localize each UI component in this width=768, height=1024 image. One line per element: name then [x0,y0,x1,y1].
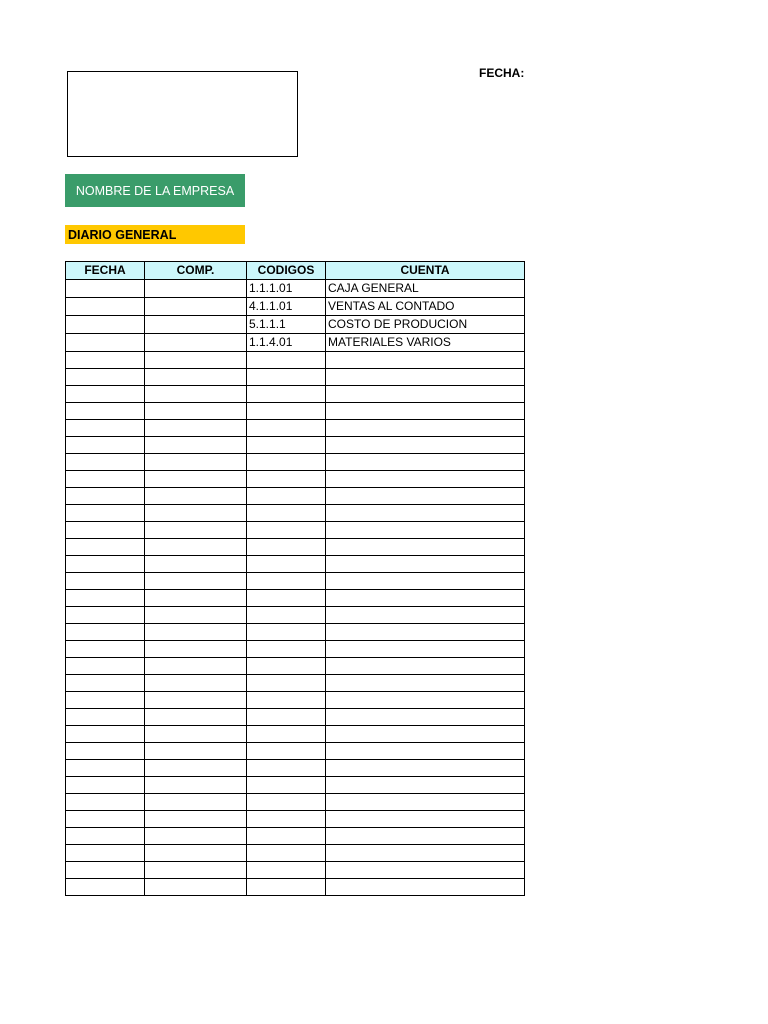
table-row [66,675,525,692]
codigo-cell[interactable] [247,437,326,454]
codigo-cell[interactable] [247,709,326,726]
table-row [66,709,525,726]
comp-cell[interactable] [145,369,247,386]
fecha-cell[interactable] [66,539,145,556]
company-name-banner: NOMBRE DE LA EMPRESA [65,174,245,207]
column-header-fecha: FECHA [66,262,145,280]
fecha-cell[interactable] [66,298,145,316]
codigo-cell[interactable] [247,386,326,403]
cuenta-cell[interactable] [326,403,525,420]
comp-cell[interactable] [145,675,247,692]
fecha-cell[interactable] [66,726,145,743]
date-label: FECHA: [479,66,525,80]
table-row [66,539,525,556]
cuenta-cell[interactable]: VENTAS AL CONTADO [326,298,525,316]
fecha-cell[interactable] [66,556,145,573]
comp-cell[interactable] [145,471,247,488]
comp-cell[interactable] [145,845,247,862]
fecha-cell[interactable] [66,811,145,828]
comp-cell[interactable] [145,692,247,709]
comp-cell[interactable] [145,437,247,454]
comp-cell[interactable] [145,658,247,675]
codigo-cell[interactable] [247,743,326,760]
table-row [66,280,525,298]
table-row [66,437,525,454]
codigo-cell[interactable] [247,573,326,590]
codigo-cell[interactable] [247,692,326,709]
cuenta-cell[interactable] [326,777,525,794]
table-row [66,607,525,624]
cuenta-cell[interactable] [326,420,525,437]
cuenta-cell[interactable] [326,624,525,641]
journal-table-body [66,280,525,896]
codigo-cell[interactable] [247,624,326,641]
comp-cell[interactable] [145,743,247,760]
comp-cell[interactable] [145,760,247,777]
fecha-cell[interactable] [66,437,145,454]
cuenta-cell[interactable] [326,386,525,403]
codigo-cell[interactable] [247,369,326,386]
codigo-cell[interactable] [247,726,326,743]
fecha-cell[interactable] [66,420,145,437]
cuenta-cell[interactable] [326,454,525,471]
comp-cell[interactable] [145,334,247,352]
table-row [66,505,525,522]
cuenta-cell[interactable] [326,726,525,743]
comp-cell[interactable] [145,726,247,743]
cuenta-cell[interactable] [326,658,525,675]
codigo-cell[interactable] [247,760,326,777]
cuenta-cell[interactable]: COSTO DE PRODUCION [326,316,525,334]
cuenta-cell[interactable] [326,828,525,845]
cuenta-cell[interactable] [326,573,525,590]
fecha-cell[interactable] [66,828,145,845]
comp-cell[interactable] [145,590,247,607]
table-row [66,726,525,743]
table-row [66,420,525,437]
column-header-codigos: CODIGOS [247,262,326,280]
codigo-cell[interactable] [247,505,326,522]
codigo-cell[interactable] [247,522,326,539]
codigo-cell[interactable] [247,352,326,369]
comp-cell[interactable] [145,280,247,298]
fecha-cell[interactable] [66,522,145,539]
codigo-cell[interactable] [247,794,326,811]
cuenta-cell[interactable] [326,505,525,522]
comp-cell[interactable] [145,709,247,726]
fecha-cell[interactable] [66,743,145,760]
fecha-cell[interactable] [66,369,145,386]
codigo-cell[interactable]: 1.1.1.01 [247,280,326,298]
cuenta-cell[interactable] [326,794,525,811]
fecha-cell[interactable] [66,471,145,488]
journal-table [65,261,525,896]
fecha-cell[interactable] [66,607,145,624]
comp-cell[interactable] [145,828,247,845]
cuenta-cell[interactable] [326,862,525,879]
table-row [66,760,525,777]
table-row [66,386,525,403]
fecha-cell[interactable] [66,709,145,726]
codigo-cell[interactable]: 5.1.1.1 [247,316,326,334]
cuenta-cell[interactable] [326,811,525,828]
codigo-cell[interactable] [247,828,326,845]
table-row [66,590,525,607]
fecha-cell[interactable] [66,675,145,692]
fecha-cell[interactable] [66,334,145,352]
comp-cell[interactable] [145,556,247,573]
cuenta-cell[interactable] [326,471,525,488]
table-header-row [66,262,525,280]
codigo-cell[interactable] [247,845,326,862]
cuenta-cell[interactable] [326,488,525,505]
table-row [66,641,525,658]
comp-cell[interactable] [145,607,247,624]
table-row [66,811,525,828]
cuenta-cell[interactable] [326,556,525,573]
fecha-cell[interactable] [66,352,145,369]
codigo-cell[interactable] [247,403,326,420]
section-title: DIARIO GENERAL [65,225,245,244]
cuenta-cell[interactable] [326,760,525,777]
comp-cell[interactable] [145,641,247,658]
comp-cell[interactable] [145,386,247,403]
fecha-cell[interactable] [66,280,145,298]
fecha-cell[interactable] [66,386,145,403]
comp-cell[interactable] [145,420,247,437]
table-row [66,488,525,505]
fecha-cell[interactable] [66,403,145,420]
cuenta-cell[interactable] [326,607,525,624]
comp-cell[interactable] [145,573,247,590]
logo-placeholder-box [67,71,298,157]
cuenta-cell[interactable] [326,539,525,556]
codigo-cell[interactable] [247,641,326,658]
cuenta-cell[interactable] [326,675,525,692]
codigo-cell[interactable] [247,420,326,437]
comp-cell[interactable] [145,879,247,896]
cuenta-cell[interactable] [326,522,525,539]
table-row [66,522,525,539]
cuenta-cell[interactable] [326,590,525,607]
fecha-cell[interactable] [66,590,145,607]
table-row [66,845,525,862]
fecha-cell[interactable] [66,316,145,334]
codigo-cell[interactable] [247,471,326,488]
table-row [66,828,525,845]
codigo-cell[interactable] [247,879,326,896]
codigo-cell[interactable] [247,658,326,675]
table-row [66,369,525,386]
table-row [66,316,525,334]
comp-cell[interactable] [145,403,247,420]
fecha-cell[interactable] [66,862,145,879]
comp-cell[interactable] [145,624,247,641]
comp-cell[interactable] [145,794,247,811]
fecha-cell[interactable] [66,777,145,794]
cuenta-cell[interactable] [326,879,525,896]
cuenta-cell[interactable] [326,369,525,386]
table-row [66,471,525,488]
table-row [66,658,525,675]
codigo-cell[interactable]: 1.1.4.01 [247,334,326,352]
codigo-cell[interactable]: 4.1.1.01 [247,298,326,316]
column-header-comp: COMP. [145,262,247,280]
comp-cell[interactable] [145,777,247,794]
fecha-cell[interactable] [66,488,145,505]
table-row [66,624,525,641]
table-row [66,879,525,896]
codigo-cell[interactable] [247,862,326,879]
cuenta-cell[interactable]: MATERIALES VARIOS [326,334,525,352]
table-row [66,352,525,369]
column-header-cuenta: CUENTA [326,262,525,280]
comp-cell[interactable] [145,316,247,334]
table-row [66,573,525,590]
comp-cell[interactable] [145,454,247,471]
comp-cell[interactable] [145,298,247,316]
codigo-cell[interactable] [247,556,326,573]
codigo-cell[interactable] [247,675,326,692]
fecha-cell[interactable] [66,505,145,522]
fecha-cell[interactable] [66,641,145,658]
fecha-cell[interactable] [66,845,145,862]
cuenta-cell[interactable] [326,352,525,369]
cuenta-cell[interactable] [326,692,525,709]
cuenta-cell[interactable] [326,845,525,862]
comp-cell[interactable] [145,352,247,369]
fecha-cell[interactable] [66,879,145,896]
codigo-cell[interactable] [247,539,326,556]
fecha-cell[interactable] [66,658,145,675]
cuenta-cell[interactable]: CAJA GENERAL [326,280,525,298]
table-row [66,403,525,420]
fecha-cell[interactable] [66,760,145,777]
cuenta-cell[interactable] [326,641,525,658]
comp-cell[interactable] [145,862,247,879]
table-row [66,777,525,794]
fecha-cell[interactable] [66,692,145,709]
codigo-cell[interactable] [247,607,326,624]
table-row [66,556,525,573]
comp-cell[interactable] [145,488,247,505]
table-row [66,454,525,471]
cuenta-cell[interactable] [326,437,525,454]
codigo-cell[interactable] [247,777,326,794]
cuenta-cell[interactable] [326,709,525,726]
table-row [66,334,525,352]
codigo-cell[interactable] [247,590,326,607]
codigo-cell[interactable] [247,488,326,505]
fecha-cell[interactable] [66,573,145,590]
codigo-cell[interactable] [247,811,326,828]
table-row [66,794,525,811]
comp-cell[interactable] [145,811,247,828]
table-row [66,743,525,760]
table-row [66,862,525,879]
fecha-cell[interactable] [66,624,145,641]
comp-cell[interactable] [145,539,247,556]
codigo-cell[interactable] [247,454,326,471]
comp-cell[interactable] [145,505,247,522]
comp-cell[interactable] [145,522,247,539]
cuenta-cell[interactable] [326,743,525,760]
fecha-cell[interactable] [66,794,145,811]
fecha-cell[interactable] [66,454,145,471]
table-row [66,298,525,316]
table-row [66,692,525,709]
